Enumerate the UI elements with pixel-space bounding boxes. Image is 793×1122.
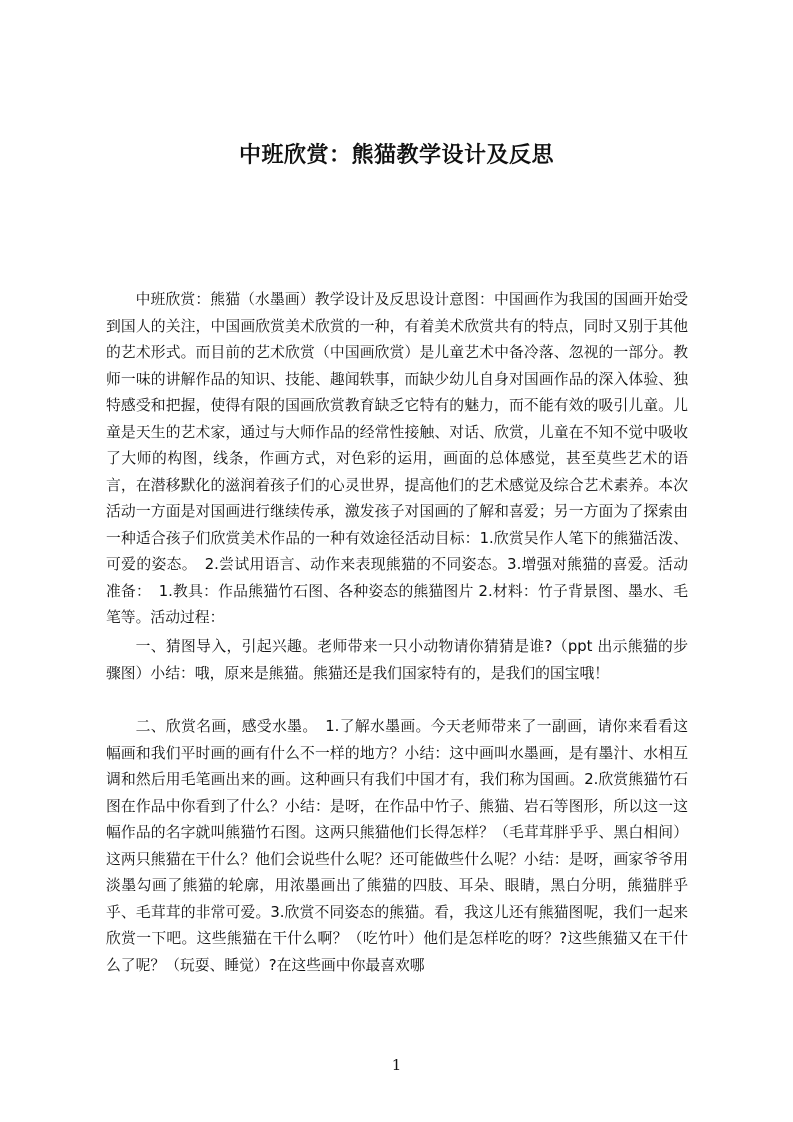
- paragraph-step-two: 二、欣赏名画，感受水墨。 1.了解水墨画。今天老师带来了一副画，请你来看看这幅画和我们平时画的画有什么不一样的地方？小结：这中画叫水墨画，是有墨汁、水相互调和然后用毛笔画出来的画。这种画只有我们中国才有，我们称为国画。2.欣赏熊猫竹石图在作品中你看到了什么？小结：是呀，在作品中竹子、熊猫、岩石等图形，所以这一这幅作品的名字就叫熊猫竹石图。这两只熊猫他们长得怎样？（毛茸茸胖乎乎、黑白相间）这两只熊猫在干什么？他们会说些什么呢？还可能做些什么呢？小结：是呀，画家爷爷用淡墨勾画了熊猫的轮廓，用浓墨画出了熊猫的四肢、耳朵、眼睛，黑白分明，熊猫胖乎乎、毛茸茸的非常可爱。3.欣赏不同姿态的熊猫。看，我这儿还有熊猫图呢，我们一起来欣赏一下吧。这些熊猫在干什么啊？（吃竹叶）他们是怎样吃的呀？?这些熊猫又在干什么了呢？（玩耍、睡觉）?在这些画中你最喜欢哪: [106, 718, 688, 974]
- document-title: 中班欣赏：熊猫教学设计及反思: [238, 143, 554, 168]
- paragraph-step-one: 一、猜图导入，引起兴趣。老师带来一只小动物请你猜猜是谁?（ppt 出示熊猫的步骤图）小结：哦，原来是熊猫。熊猫还是我们国家特有的，是我们的国宝哦！: [106, 638, 688, 682]
- paragraph-intro: 中班欣赏：熊猫（水墨画）教学设计及反思设计意图：中国画作为我国的国画开始受到国人的关注，中国画欣赏美术欣赏的一种，有着美术欣赏共有的特点，同时又别于其他的艺术形式。而目前的艺术欣赏（中国画欣赏）是儿童艺术中备冷落、忽视的一部分。教师一味的讲解作品的知识、技能、趣闻轶事，而缺少幼儿自身对国画作品的深入体验、独特感受和把握，使得有限的国画欣赏教育缺乏它特有的魅力，而不能有效的吸引儿童。儿童是天生的艺术家，通过与大师作品的经常性接触、对话、欣赏，儿童在不知不觉中吸收了大师的构图，线条，作画方式，对色彩的运用，画面的总体感觉，甚至莫些艺术的语言，在潜移默化的滋润着孩子们的心灵世界，提高他们的艺术感觉及综合艺术素养。本次活动一方面是对国画进行继续传承，激发孩子对国画的了解和喜爱；另一方面为了探索由一种适合孩子们欣赏美术作品的一种有效途径活动目标：1.欣赏吴作人笔下的熊猫活泼、可爱的姿态。 2.尝试用语言、动作来表现熊猫的不同姿态。3.增强对熊猫的喜爱。活动准备： 1.教具：作品熊猫竹石图、各种姿态的熊猫图片 2.材料：竹子背景图、墨水、毛笔等。活动过程：: [106, 291, 688, 626]
- page-number: 1: [391, 1056, 402, 1074]
